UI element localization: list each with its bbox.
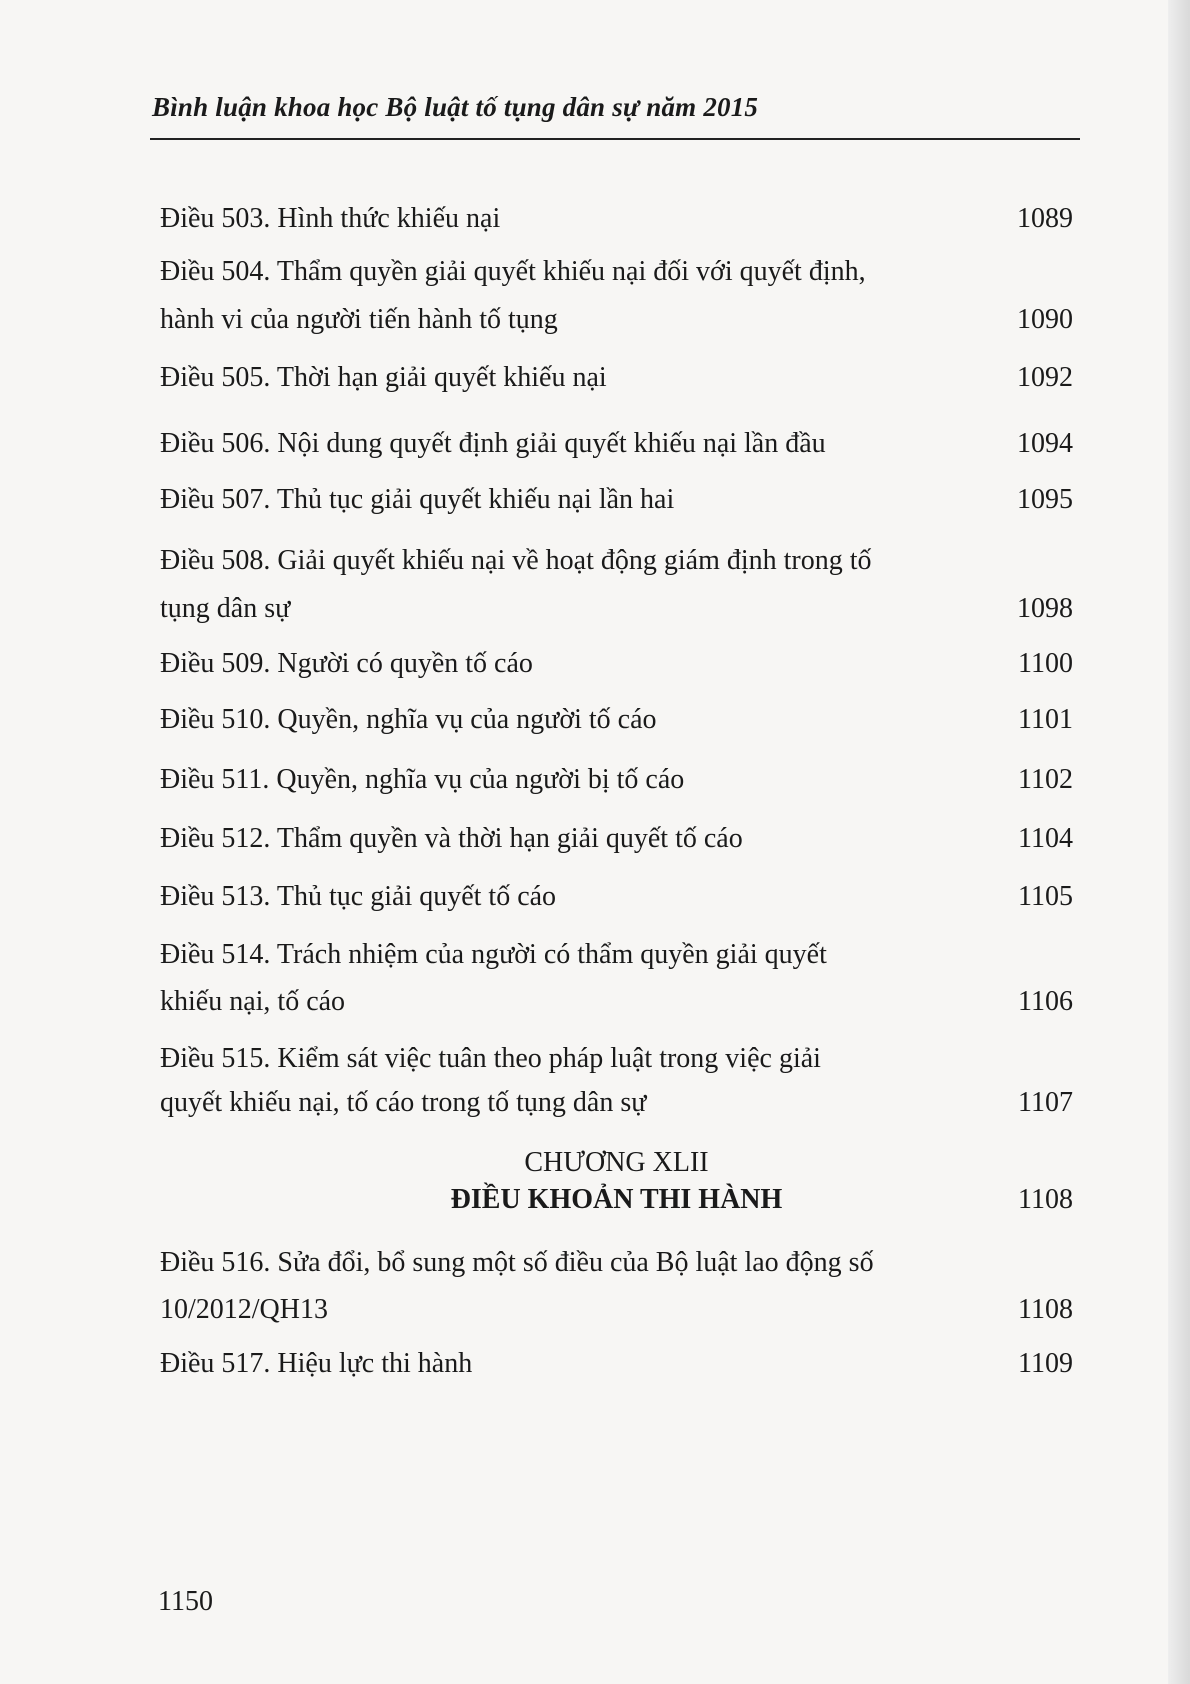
toc-page-number: 1106 bbox=[1018, 986, 1073, 1017]
chapter-title bbox=[160, 1183, 1073, 1217]
running-header: Bình luận khoa học Bộ luật tố tụng dân sự năm 2015 bbox=[152, 92, 759, 122]
toc-entry-text: Điều 507. Thủ tục giải quyết khiếu nại lần hai bbox=[160, 484, 675, 515]
toc-page-number: 1108 bbox=[1018, 1184, 1073, 1215]
toc-entry-text: hành vi của người tiến hành tố tụng bbox=[160, 304, 558, 335]
toc-page-number: 1095 bbox=[1017, 484, 1073, 515]
toc-page-number: 1109 bbox=[1018, 1348, 1073, 1379]
toc-entry-text: Điều 508. Giải quyết khiếu nại về hoạt động giám định trong tố bbox=[160, 545, 872, 576]
toc-entry-text: 10/2012/QH13 bbox=[160, 1294, 328, 1325]
toc-entry-text: Điều 517. Hiệu lực thi hành bbox=[160, 1348, 473, 1379]
toc-entry-text: Điều 505. Thời hạn giải quyết khiếu nại bbox=[160, 362, 607, 393]
chapter-number bbox=[160, 1146, 1073, 1180]
page-number: 1150 bbox=[158, 1586, 213, 1617]
toc-entry-text: Điều 514. Trách nhiệm của người có thẩm quyền giải quyết bbox=[160, 939, 827, 970]
toc-page-number: 1090 bbox=[1017, 304, 1073, 335]
toc-page-number: 1092 bbox=[1017, 362, 1073, 393]
toc-page-number: 1089 bbox=[1017, 203, 1073, 234]
toc-entry-text: Điều 513. Thủ tục giải quyết tố cáo bbox=[160, 881, 557, 912]
toc-entry-text: Điều 509. Người có quyền tố cáo bbox=[160, 648, 533, 679]
toc-entry-text: Điều 516. Sửa đổi, bổ sung một số điều của Bộ luật lao động số bbox=[160, 1247, 874, 1278]
toc-page-number: 1100 bbox=[1018, 648, 1073, 679]
toc-entry-text: Điều 506. Nội dung quyết định giải quyết khiếu nại lần đầu bbox=[160, 428, 826, 459]
toc-page-number: 1104 bbox=[1018, 823, 1073, 854]
toc-page-number: 1107 bbox=[1018, 1087, 1073, 1118]
toc-entry-text: Điều 504. Thẩm quyền giải quyết khiếu nại đối với quyết định, bbox=[160, 256, 866, 287]
toc-page-number: 1098 bbox=[1017, 593, 1073, 624]
toc-page-number: 1094 bbox=[1017, 428, 1073, 459]
toc-entry-text: tụng dân sự bbox=[160, 593, 291, 624]
page-edge-shadow bbox=[1168, 0, 1190, 1684]
header-rule bbox=[150, 138, 1080, 140]
toc-entry-text: Điều 512. Thẩm quyền và thời hạn giải quyết tố cáo bbox=[160, 823, 743, 854]
chapter-title-text: ĐIỀU KHOẢN THI HÀNH bbox=[450, 1184, 783, 1215]
toc-page-number: 1102 bbox=[1018, 764, 1073, 795]
toc-entry-text: khiếu nại, tố cáo bbox=[160, 986, 346, 1017]
toc-entry-text: Điều 510. Quyền, nghĩa vụ của người tố cáo bbox=[160, 704, 657, 735]
toc-entry-text: Điều 511. Quyền, nghĩa vụ của người bị tố cáo bbox=[160, 764, 685, 795]
toc-page-number: 1108 bbox=[1018, 1294, 1073, 1325]
toc-page-number: 1101 bbox=[1018, 704, 1073, 735]
chapter-number-text: CHƯƠNG XLII bbox=[524, 1147, 709, 1178]
toc-entry-text: quyết khiếu nại, tố cáo trong tố tụng dân sự bbox=[160, 1087, 647, 1118]
toc-entry-text: Điều 515. Kiểm sát việc tuân theo pháp luật trong việc giải bbox=[160, 1043, 821, 1074]
toc-entry-text: Điều 503. Hình thức khiếu nại bbox=[160, 203, 501, 234]
toc-page-number: 1105 bbox=[1018, 881, 1073, 912]
